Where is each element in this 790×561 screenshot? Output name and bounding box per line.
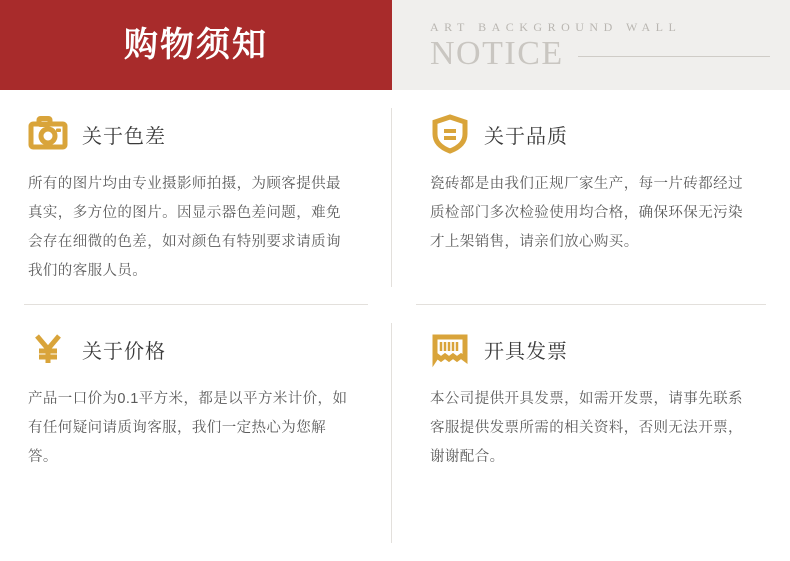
notice-item-header <box>430 329 750 369</box>
page-title: 购物须知 <box>124 26 268 64</box>
header-title-block <box>0 0 392 90</box>
header-subtitle-block <box>392 0 790 90</box>
notice-item-color-difference <box>0 90 392 305</box>
notice-item-quality <box>392 90 790 305</box>
notice-item-body: 瓷砖都是由我们正规厂家生产，每一片砖都经过质检部门多次检验使用均合格，确保环保无污染才上架销售，请亲们放心购买。 <box>430 176 743 250</box>
header-notice-row <box>430 34 790 72</box>
yen-icon <box>28 329 68 369</box>
notice-item-body: 所有的图片均由专业摄影师拍摄，为顾客提供最真实，多方位的图片。因显示器色差问题，难免会存在细微的色差，如对颜色有特别要求请质询我们的客服人员。 <box>28 176 341 279</box>
notice-item-title: 关于品质 <box>484 125 568 148</box>
header-subtitle-en: ART BACKGROUND WALL <box>430 19 682 34</box>
notice-grid <box>0 90 790 561</box>
notice-item-header <box>430 114 750 154</box>
notice-item-body: 产品一口价为0.1平方米，都是以平方米计价，如有任何疑问请质询客服，我们一定热心为您解答。 <box>28 391 348 465</box>
notice-item-title: 关于色差 <box>82 125 166 148</box>
notice-item-header <box>28 329 352 369</box>
header-notice-en: NOTICE <box>430 34 564 72</box>
notice-item-body: 本公司提供开具发票，如需开发票，请事先联系客服提供发票所需的相关资料，否则无法开票，谢谢配合。 <box>430 391 743 465</box>
page-header <box>0 0 790 90</box>
camera-icon <box>28 114 68 154</box>
notice-item-title: 关于价格 <box>82 340 166 363</box>
notice-item-title: 开具发票 <box>484 340 568 363</box>
header-divider-line <box>578 56 770 57</box>
notice-item-invoice <box>392 305 790 561</box>
notice-item-header <box>28 114 352 154</box>
notice-item-price <box>0 305 392 561</box>
invoice-icon <box>430 329 470 369</box>
shield-icon <box>430 114 470 154</box>
